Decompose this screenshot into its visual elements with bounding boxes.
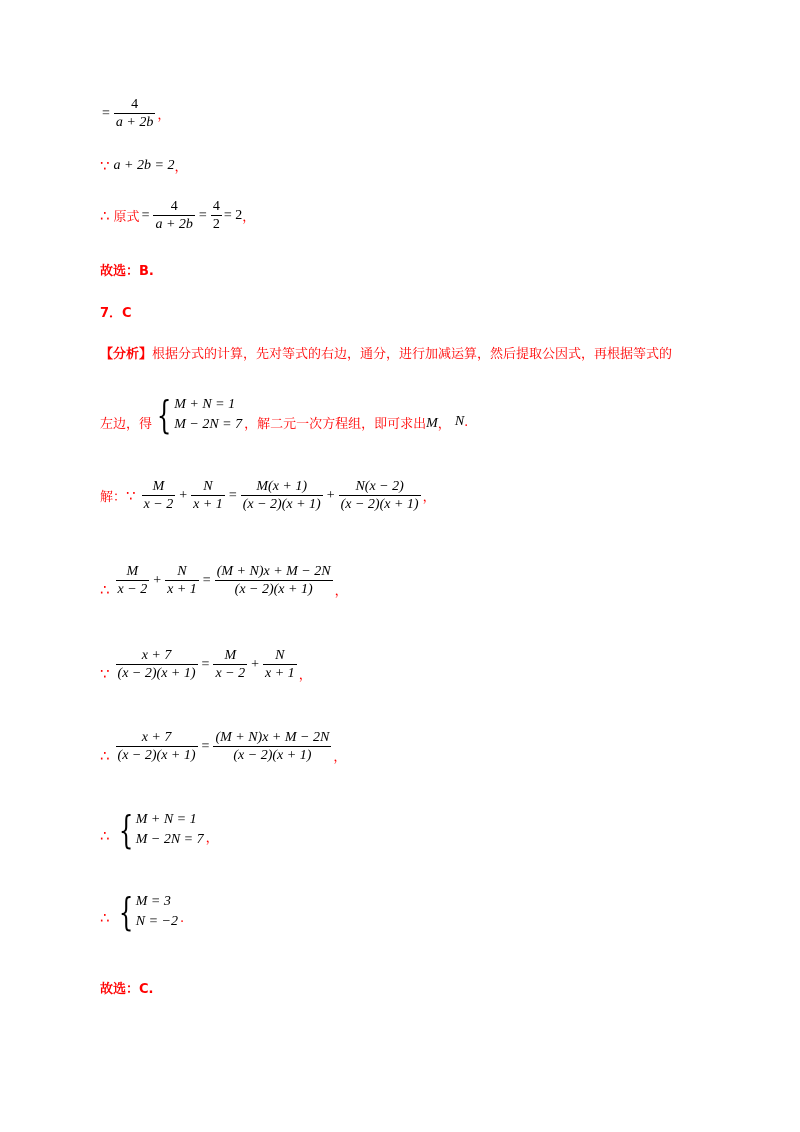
system-row: M + N = 1 — [135, 812, 197, 827]
denominator: x + 1 — [193, 497, 223, 512]
result: = 2 — [223, 207, 243, 223]
math-expression: a + 2b = 2 — [113, 157, 175, 173]
denominator: (x − 2)(x + 1) — [233, 748, 312, 763]
numerator: N — [275, 648, 285, 663]
fraction — [153, 198, 194, 233]
system-row: N = −2 — [135, 914, 178, 929]
plus-sign: + — [179, 487, 188, 503]
because-symbol: ∵ — [100, 156, 110, 175]
denominator: 2 — [212, 217, 220, 232]
numerator: 4 — [212, 199, 220, 214]
step-line-3 — [100, 198, 255, 233]
equation-system — [114, 892, 178, 932]
answer-text: 故选：C. — [100, 982, 154, 997]
numerator: N — [177, 564, 187, 579]
equals-sign: = — [201, 656, 210, 672]
fraction — [211, 198, 222, 233]
denominator: x + 1 — [167, 582, 197, 597]
analysis-line-1 — [100, 343, 672, 362]
punctuation: ， — [157, 108, 171, 123]
period: . — [464, 414, 469, 430]
numerator: x + 7 — [141, 730, 172, 745]
fraction — [116, 647, 198, 682]
because-symbol: ∵ — [126, 486, 136, 505]
plus-sign: + — [251, 656, 260, 672]
fraction — [191, 478, 225, 513]
fraction — [263, 647, 297, 682]
answer-line-2 — [100, 978, 153, 997]
numerator: N(x − 2) — [355, 479, 404, 494]
analysis-line-2 — [100, 395, 468, 435]
punctuation: ， — [242, 210, 256, 225]
equals-sign: = — [198, 207, 207, 223]
numerator: M — [224, 648, 237, 663]
system-row: M − 2N = 7 — [174, 417, 243, 432]
punctuation: ， — [333, 750, 347, 765]
left-brace-icon: { — [156, 393, 172, 437]
left-brace-icon: { — [118, 890, 133, 934]
answer-line-1 — [100, 260, 154, 279]
step-line-2 — [100, 156, 187, 175]
denominator: x + 1 — [265, 666, 295, 681]
numerator: 4 — [170, 199, 178, 214]
denominator: a + 2b — [115, 115, 154, 130]
equals-sign: = — [141, 207, 150, 223]
fraction — [213, 647, 247, 682]
denominator: (x − 2)(x + 1) — [117, 666, 196, 681]
fraction — [213, 729, 331, 764]
denominator: x − 2 — [117, 582, 148, 597]
numerator: x + 7 — [141, 648, 172, 663]
denominator: (x − 2)(x + 1) — [340, 497, 419, 512]
denominator: (x − 2)(x + 1) — [117, 748, 196, 763]
equals-sign: = — [202, 572, 211, 588]
denominator: x − 2 — [143, 497, 174, 512]
numerator: (M + N)x + M − 2N — [216, 564, 331, 579]
solution-step-5 — [100, 810, 219, 850]
punctuation: ， — [205, 830, 219, 846]
equals-sign: = — [201, 738, 210, 754]
denominator: (x − 2)(x + 1) — [242, 497, 321, 512]
fraction — [142, 478, 176, 513]
therefore-symbol: ∴ — [100, 746, 110, 765]
original-expression-label: 原式 — [113, 210, 140, 225]
analysis-text: 左边，得 — [100, 416, 153, 432]
numerator: M — [126, 564, 139, 579]
analysis-tag: 【分析】 — [100, 347, 153, 362]
answer-text: 故选：B. — [100, 264, 154, 279]
numerator: (M + N)x + M − 2N — [215, 730, 330, 745]
analysis-text: 根据分式的计算，先对等式的右边，通分，进行加减运算，然后提取公因式，再根据等式的 — [152, 347, 673, 362]
punctuation: ， — [422, 490, 436, 505]
separator: ， — [437, 416, 451, 432]
system-row: M + N = 1 — [174, 397, 236, 412]
system-row: M = 3 — [135, 894, 171, 909]
plus-sign: + — [326, 487, 335, 503]
step-line-1 — [100, 96, 170, 131]
fraction — [116, 563, 150, 598]
numerator: 4 — [131, 97, 139, 112]
punctuation: . — [179, 910, 185, 926]
denominator: x − 2 — [215, 666, 246, 681]
solution-step-6 — [100, 892, 184, 932]
numerator: M(x + 1) — [256, 479, 308, 494]
fraction — [241, 478, 323, 513]
fraction — [339, 478, 421, 513]
denominator: (x − 2)(x + 1) — [234, 582, 313, 597]
fraction — [114, 96, 155, 131]
denominator: a + 2b — [155, 217, 193, 232]
fraction — [116, 729, 198, 764]
variable-n: N — [454, 414, 465, 429]
punctuation: ， — [298, 668, 312, 683]
equals-sign: = — [228, 487, 237, 503]
system-rows — [136, 892, 178, 932]
punctuation: ， — [334, 584, 348, 599]
system-rows — [174, 395, 242, 435]
solution-step-3 — [100, 646, 312, 683]
question-number — [100, 302, 132, 321]
fraction — [165, 563, 199, 598]
variable-m: M — [426, 416, 438, 431]
system-row: M − 2N = 7 — [135, 832, 204, 847]
equation-system — [114, 810, 204, 850]
therefore-symbol: ∴ — [100, 827, 110, 845]
therefore-symbol: ∴ — [100, 580, 110, 599]
left-brace-icon: { — [118, 808, 133, 852]
punctuation: ， — [174, 160, 188, 175]
system-rows — [136, 810, 204, 850]
equals-sign: = — [102, 105, 110, 121]
solution-step-2 — [100, 562, 348, 599]
numerator: N — [203, 479, 213, 494]
therefore-symbol: ∴ — [100, 909, 110, 927]
therefore-symbol: ∴ — [100, 206, 110, 225]
equation-system — [152, 395, 242, 435]
analysis-text: ，解二元一次方程组，即可求出 — [244, 416, 427, 432]
numerator: M — [152, 479, 165, 494]
plus-sign: + — [153, 572, 162, 588]
solution-step-1 — [100, 478, 436, 513]
solution-label: 解： — [100, 490, 127, 505]
because-symbol: ∵ — [100, 664, 110, 683]
question-answer: 7．C — [100, 306, 132, 321]
fraction — [215, 563, 333, 598]
solution-step-4 — [100, 728, 346, 765]
